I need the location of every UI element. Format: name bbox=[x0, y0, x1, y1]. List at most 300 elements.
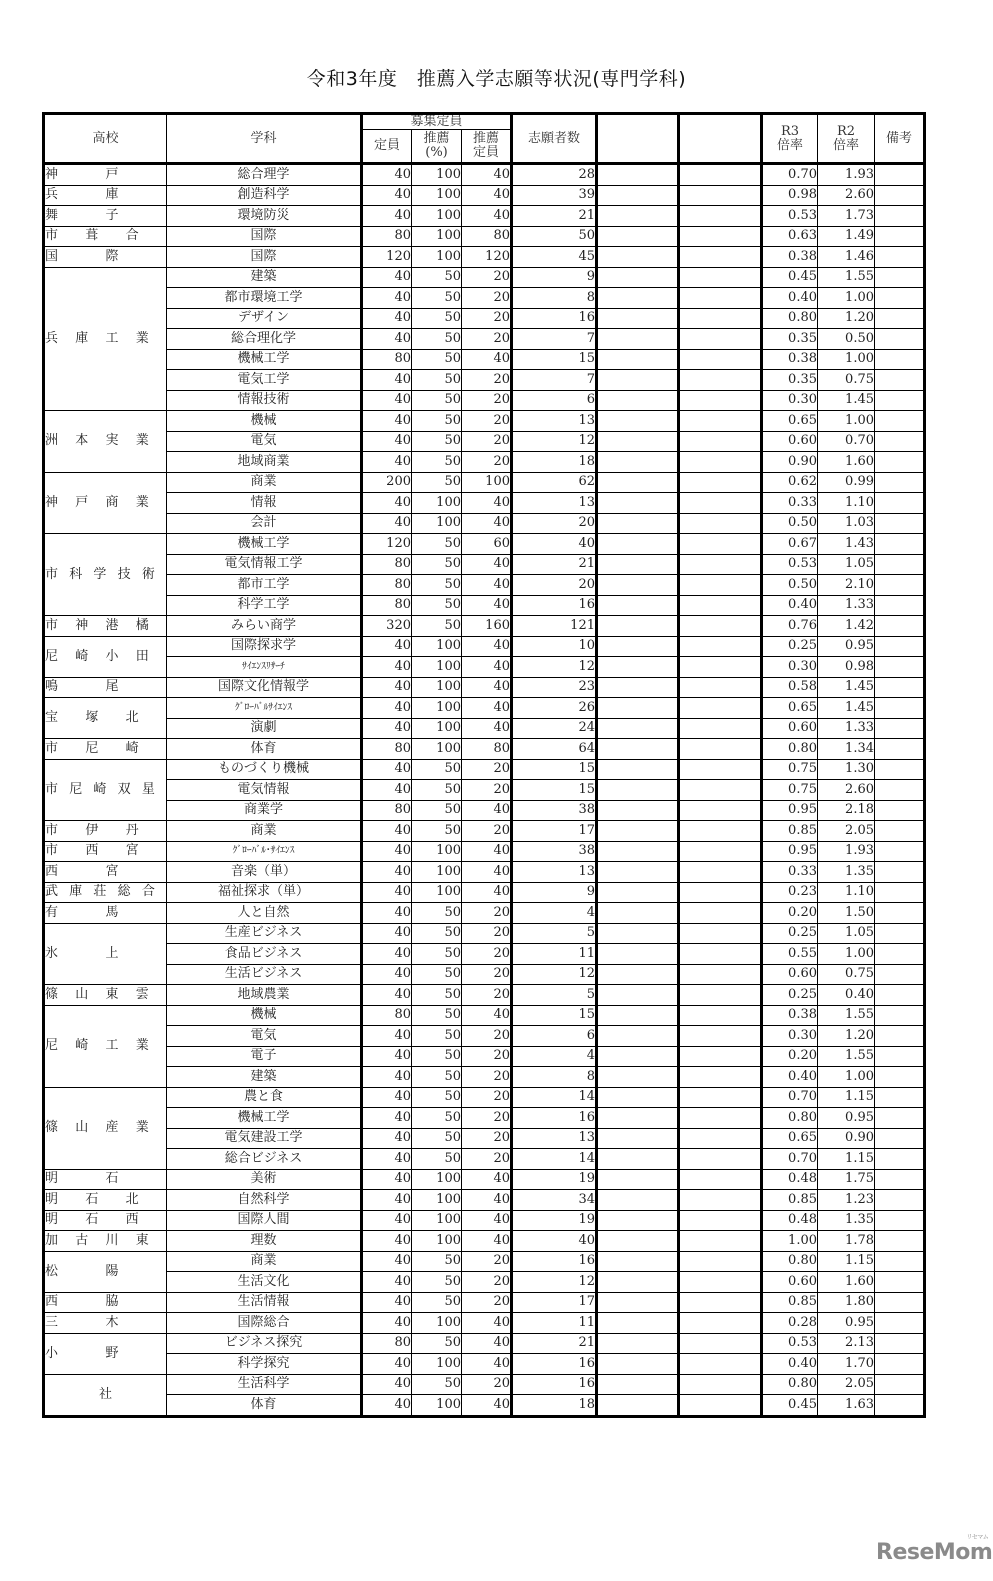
school-name-char: 国 bbox=[45, 248, 59, 264]
r2-ratio-cell: 1.00 bbox=[818, 411, 875, 432]
applicants-cell: 20 bbox=[512, 513, 597, 534]
department-cell: 人と自然 bbox=[167, 903, 362, 924]
recommend-capacity-cell: 40 bbox=[462, 657, 512, 678]
applicants-cell: 50 bbox=[512, 226, 597, 247]
school-name-char: 学 bbox=[93, 566, 107, 582]
table-row bbox=[44, 657, 925, 678]
notes-cell bbox=[875, 903, 925, 924]
header-recommend-cap-l2: 定員 bbox=[472, 145, 499, 160]
recommend-pct-cell: 100 bbox=[412, 636, 462, 657]
recommend-pct-cell: 50 bbox=[412, 1292, 462, 1313]
recommend-pct-cell: 50 bbox=[412, 534, 462, 555]
capacity-cell: 80 bbox=[362, 800, 412, 821]
school-name-char: 宮 bbox=[125, 843, 139, 859]
school-name-char: 神 bbox=[75, 617, 89, 633]
r3-ratio-cell: 1.00 bbox=[762, 1231, 818, 1252]
capacity-cell: 40 bbox=[362, 513, 412, 534]
notes-cell bbox=[875, 780, 925, 801]
school-name-char: 田 bbox=[135, 648, 149, 664]
r3-ratio-cell: 0.40 bbox=[762, 1354, 818, 1375]
recommend-capacity-cell: 20 bbox=[462, 1026, 512, 1047]
recommend-pct-cell: 100 bbox=[412, 841, 462, 862]
school-name-char: 市 bbox=[45, 843, 59, 859]
recommend-capacity-cell: 20 bbox=[462, 1067, 512, 1088]
department-cell: 電気情報工学 bbox=[167, 554, 362, 575]
applicants-cell: 16 bbox=[512, 1374, 597, 1395]
capacity-cell: 40 bbox=[362, 780, 412, 801]
notes-cell bbox=[875, 1395, 925, 1417]
capacity-cell: 40 bbox=[362, 164, 412, 186]
blank-cell-1 bbox=[597, 923, 679, 944]
blank-cell-2 bbox=[679, 185, 762, 206]
blank-cell-2 bbox=[679, 718, 762, 739]
r3-ratio-cell: 0.40 bbox=[762, 288, 818, 309]
blank-cell-2 bbox=[679, 698, 762, 719]
table-row bbox=[44, 1190, 925, 1211]
school-name-cell bbox=[44, 1190, 167, 1211]
recommend-pct-cell: 100 bbox=[412, 493, 462, 514]
school-name-char: 庫 bbox=[105, 187, 119, 203]
r3-ratio-cell: 0.30 bbox=[762, 657, 818, 678]
applicants-cell: 5 bbox=[512, 985, 597, 1006]
school-name-cell bbox=[44, 1292, 167, 1313]
table-row bbox=[44, 841, 925, 862]
blank-cell-2 bbox=[679, 431, 762, 452]
r3-ratio-cell: 0.40 bbox=[762, 1067, 818, 1088]
r3-ratio-cell: 0.53 bbox=[762, 554, 818, 575]
school-name-char: 明 bbox=[45, 1191, 59, 1207]
blank-cell-1 bbox=[597, 1026, 679, 1047]
header-recommend-pct-l1: 推薦 bbox=[423, 131, 450, 146]
notes-cell bbox=[875, 493, 925, 514]
school-name-char: 市 bbox=[45, 740, 59, 756]
department-cell: 電気 bbox=[167, 1026, 362, 1047]
applicants-cell: 14 bbox=[512, 1087, 597, 1108]
table-row bbox=[44, 739, 925, 760]
applicants-cell: 45 bbox=[512, 247, 597, 268]
recommend-capacity-cell: 40 bbox=[462, 575, 512, 596]
r3-ratio-cell: 0.20 bbox=[762, 903, 818, 924]
r3-ratio-cell: 0.25 bbox=[762, 923, 818, 944]
recommend-capacity-cell: 20 bbox=[462, 1272, 512, 1293]
capacity-cell: 40 bbox=[362, 1251, 412, 1272]
r2-ratio-cell: 1.55 bbox=[818, 267, 875, 288]
recommend-pct-cell: 50 bbox=[412, 944, 462, 965]
recommend-capacity-cell: 40 bbox=[462, 1169, 512, 1190]
department-cell: 生産ビジネス bbox=[167, 923, 362, 944]
recommend-pct-cell: 50 bbox=[412, 1108, 462, 1129]
blank-cell-2 bbox=[679, 1395, 762, 1417]
notes-cell bbox=[875, 698, 925, 719]
notes-cell bbox=[875, 308, 925, 329]
capacity-cell: 40 bbox=[362, 903, 412, 924]
header-recruitment-group: 募集定員 bbox=[362, 114, 512, 130]
r2-ratio-cell: 1.00 bbox=[818, 288, 875, 309]
recommend-pct-cell: 50 bbox=[412, 1251, 462, 1272]
school-name-char: 兵 bbox=[45, 187, 59, 203]
recommend-capacity-cell: 20 bbox=[462, 759, 512, 780]
applicants-cell: 18 bbox=[512, 452, 597, 473]
school-name-char: 明 bbox=[45, 1171, 59, 1187]
table-row bbox=[44, 1067, 925, 1088]
recommend-pct-cell: 100 bbox=[412, 206, 462, 227]
blank-cell-1 bbox=[597, 1067, 679, 1088]
applicants-cell: 14 bbox=[512, 1149, 597, 1170]
applicants-cell: 15 bbox=[512, 349, 597, 370]
r3-ratio-cell: 0.33 bbox=[762, 493, 818, 514]
table-row bbox=[44, 985, 925, 1006]
recommend-pct-cell: 50 bbox=[412, 308, 462, 329]
blank-cell-1 bbox=[597, 944, 679, 965]
recommend-capacity-cell: 20 bbox=[462, 1251, 512, 1272]
recommend-pct-cell: 100 bbox=[412, 882, 462, 903]
recommend-capacity-cell: 40 bbox=[462, 677, 512, 698]
blank-cell-1 bbox=[597, 964, 679, 985]
capacity-cell: 40 bbox=[362, 308, 412, 329]
r2-ratio-cell: 1.20 bbox=[818, 308, 875, 329]
recommend-pct-cell: 50 bbox=[412, 1046, 462, 1067]
capacity-cell: 200 bbox=[362, 472, 412, 493]
header-blank-1 bbox=[597, 114, 679, 164]
r2-ratio-cell: 1.45 bbox=[818, 390, 875, 411]
r3-ratio-cell: 0.55 bbox=[762, 944, 818, 965]
r2-ratio-cell: 1.93 bbox=[818, 164, 875, 186]
school-name-char: 塚 bbox=[85, 710, 99, 725]
r2-ratio-cell: 1.30 bbox=[818, 759, 875, 780]
department-cell: 生活文化 bbox=[167, 1272, 362, 1293]
applicants-cell: 17 bbox=[512, 1292, 597, 1313]
r3-ratio-cell: 0.60 bbox=[762, 718, 818, 739]
r2-ratio-cell: 1.15 bbox=[818, 1251, 875, 1272]
recommend-pct-cell: 50 bbox=[412, 1067, 462, 1088]
recommend-pct-cell: 100 bbox=[412, 1231, 462, 1252]
capacity-cell: 40 bbox=[362, 1067, 412, 1088]
notes-cell bbox=[875, 1128, 925, 1149]
applicants-cell: 6 bbox=[512, 1026, 597, 1047]
blank-cell-2 bbox=[679, 759, 762, 780]
header-recommend-pct-l2: (%) bbox=[425, 145, 448, 160]
notes-cell bbox=[875, 267, 925, 288]
capacity-cell: 40 bbox=[362, 985, 412, 1006]
table-row bbox=[44, 595, 925, 616]
department-cell: 建築 bbox=[167, 1067, 362, 1088]
header-capacity: 定員 bbox=[362, 130, 412, 164]
r2-ratio-cell: 1.43 bbox=[818, 534, 875, 555]
blank-cell-2 bbox=[679, 1005, 762, 1026]
recommend-capacity-cell: 40 bbox=[462, 1354, 512, 1375]
notes-cell bbox=[875, 595, 925, 616]
blank-cell-1 bbox=[597, 1251, 679, 1272]
applicants-cell: 28 bbox=[512, 164, 597, 186]
school-name-char: 西 bbox=[45, 1294, 59, 1310]
school-name-char: 星 bbox=[141, 781, 155, 797]
recommend-capacity-cell: 40 bbox=[462, 636, 512, 657]
applicants-cell: 13 bbox=[512, 493, 597, 514]
recommend-pct-cell: 50 bbox=[412, 1128, 462, 1149]
recommend-capacity-cell: 40 bbox=[462, 882, 512, 903]
blank-cell-1 bbox=[597, 164, 679, 186]
r2-ratio-cell: 1.35 bbox=[818, 1210, 875, 1231]
blank-cell-2 bbox=[679, 1210, 762, 1231]
blank-cell-2 bbox=[679, 1108, 762, 1129]
r3-ratio-cell: 0.95 bbox=[762, 800, 818, 821]
school-name-char: 双 bbox=[117, 781, 131, 797]
applicants-cell: 16 bbox=[512, 595, 597, 616]
blank-cell-2 bbox=[679, 923, 762, 944]
recommend-pct-cell: 50 bbox=[412, 472, 462, 493]
recommend-pct-cell: 100 bbox=[412, 1169, 462, 1190]
blank-cell-2 bbox=[679, 944, 762, 965]
recommend-pct-cell: 50 bbox=[412, 329, 462, 350]
table-row bbox=[44, 1231, 925, 1252]
blank-cell-2 bbox=[679, 452, 762, 473]
applicants-cell: 8 bbox=[512, 1067, 597, 1088]
school-name-cell bbox=[44, 1251, 167, 1292]
applicants-cell: 15 bbox=[512, 1005, 597, 1026]
blank-cell-2 bbox=[679, 1333, 762, 1354]
blank-cell-2 bbox=[679, 554, 762, 575]
capacity-cell: 320 bbox=[362, 616, 412, 637]
department-cell: 体育 bbox=[167, 739, 362, 760]
capacity-cell: 40 bbox=[362, 267, 412, 288]
blank-cell-1 bbox=[597, 1210, 679, 1231]
notes-cell bbox=[875, 1231, 925, 1252]
applicants-cell: 17 bbox=[512, 821, 597, 842]
notes-cell bbox=[875, 677, 925, 698]
applicants-cell: 19 bbox=[512, 1210, 597, 1231]
admission-table bbox=[42, 112, 926, 1418]
r2-ratio-cell: 1.05 bbox=[818, 554, 875, 575]
recommend-capacity-cell: 20 bbox=[462, 431, 512, 452]
capacity-cell: 40 bbox=[362, 1169, 412, 1190]
table-row bbox=[44, 1374, 925, 1395]
recommend-capacity-cell: 40 bbox=[462, 800, 512, 821]
recommend-pct-cell: 50 bbox=[412, 349, 462, 370]
r2-ratio-cell: 0.75 bbox=[818, 964, 875, 985]
r3-ratio-cell: 0.30 bbox=[762, 390, 818, 411]
r2-ratio-cell: 1.00 bbox=[818, 944, 875, 965]
capacity-cell: 40 bbox=[362, 862, 412, 883]
blank-cell-1 bbox=[597, 288, 679, 309]
recommend-capacity-cell: 40 bbox=[462, 1005, 512, 1026]
blank-cell-2 bbox=[679, 1190, 762, 1211]
applicants-cell: 15 bbox=[512, 780, 597, 801]
school-name-char: 明 bbox=[45, 1212, 59, 1228]
table-row bbox=[44, 616, 925, 637]
department-cell: 機械工学 bbox=[167, 534, 362, 555]
school-name-char: 市 bbox=[45, 566, 59, 582]
blank-cell-2 bbox=[679, 329, 762, 350]
department-cell: 電気建設工学 bbox=[167, 1128, 362, 1149]
r3-ratio-cell: 0.20 bbox=[762, 1046, 818, 1067]
notes-cell bbox=[875, 185, 925, 206]
applicants-cell: 38 bbox=[512, 841, 597, 862]
school-name-char: 舞 bbox=[45, 207, 59, 223]
blank-cell-2 bbox=[679, 595, 762, 616]
school-name-char: 業 bbox=[135, 1120, 149, 1135]
r3-ratio-cell: 0.58 bbox=[762, 677, 818, 698]
department-cell: 国際総合 bbox=[167, 1313, 362, 1334]
school-name-char: 脇 bbox=[105, 1294, 119, 1310]
school-name-cell bbox=[44, 267, 167, 411]
r2-ratio-cell: 2.60 bbox=[818, 185, 875, 206]
table-row bbox=[44, 636, 925, 657]
r3-ratio-cell: 0.53 bbox=[762, 1333, 818, 1354]
capacity-cell: 40 bbox=[362, 882, 412, 903]
r3-ratio-cell: 0.60 bbox=[762, 964, 818, 985]
school-name-char: 工 bbox=[105, 1038, 119, 1053]
capacity-cell: 40 bbox=[362, 493, 412, 514]
school-name-char: 北 bbox=[125, 710, 139, 725]
r2-ratio-cell: 1.45 bbox=[818, 677, 875, 698]
r3-ratio-cell: 0.76 bbox=[762, 616, 818, 637]
table-row bbox=[44, 390, 925, 411]
recommend-pct-cell: 50 bbox=[412, 985, 462, 1006]
blank-cell-2 bbox=[679, 821, 762, 842]
recommend-pct-cell: 100 bbox=[412, 1313, 462, 1334]
applicants-cell: 18 bbox=[512, 1395, 597, 1417]
blank-cell-1 bbox=[597, 882, 679, 903]
notes-cell bbox=[875, 616, 925, 637]
applicants-cell: 16 bbox=[512, 1251, 597, 1272]
r3-ratio-cell: 0.28 bbox=[762, 1313, 818, 1334]
blank-cell-1 bbox=[597, 759, 679, 780]
capacity-cell: 40 bbox=[362, 206, 412, 227]
school-name-char: 業 bbox=[135, 494, 149, 510]
applicants-cell: 4 bbox=[512, 1046, 597, 1067]
recommend-capacity-cell: 20 bbox=[462, 821, 512, 842]
blank-cell-2 bbox=[679, 964, 762, 985]
r2-ratio-cell: 1.15 bbox=[818, 1149, 875, 1170]
school-name-cell bbox=[44, 534, 167, 616]
r2-ratio-cell: 1.23 bbox=[818, 1190, 875, 1211]
r2-ratio-cell: 1.80 bbox=[818, 1292, 875, 1313]
school-name-char: 子 bbox=[105, 207, 119, 223]
blank-cell-1 bbox=[597, 349, 679, 370]
capacity-cell: 40 bbox=[362, 185, 412, 206]
notes-cell bbox=[875, 1313, 925, 1334]
blank-cell-1 bbox=[597, 657, 679, 678]
table-row bbox=[44, 677, 925, 698]
blank-cell-2 bbox=[679, 1354, 762, 1375]
recommend-capacity-cell: 20 bbox=[462, 944, 512, 965]
school-name-cell bbox=[44, 903, 167, 924]
blank-cell-1 bbox=[597, 431, 679, 452]
notes-cell bbox=[875, 1149, 925, 1170]
notes-cell bbox=[875, 513, 925, 534]
r3-ratio-cell: 0.80 bbox=[762, 1374, 818, 1395]
r2-ratio-cell: 1.34 bbox=[818, 739, 875, 760]
applicants-cell: 62 bbox=[512, 472, 597, 493]
blank-cell-2 bbox=[679, 1087, 762, 1108]
r2-ratio-cell: 1.05 bbox=[818, 923, 875, 944]
recommend-capacity-cell: 20 bbox=[462, 1046, 512, 1067]
recommend-pct-cell: 100 bbox=[412, 1190, 462, 1211]
table-row bbox=[44, 534, 925, 555]
table-row bbox=[44, 944, 925, 965]
school-name-cell bbox=[44, 1333, 167, 1374]
r2-ratio-cell: 1.10 bbox=[818, 493, 875, 514]
blank-cell-2 bbox=[679, 616, 762, 637]
department-cell: 国際 bbox=[167, 226, 362, 247]
r3-ratio-cell: 0.70 bbox=[762, 164, 818, 186]
school-name-char: 川 bbox=[105, 1232, 119, 1248]
notes-cell bbox=[875, 739, 925, 760]
notes-cell bbox=[875, 1026, 925, 1047]
r3-ratio-cell: 0.40 bbox=[762, 595, 818, 616]
r3-ratio-cell: 0.65 bbox=[762, 411, 818, 432]
department-cell: 自然科学 bbox=[167, 1190, 362, 1211]
blank-cell-1 bbox=[597, 1374, 679, 1395]
recommend-pct-cell: 50 bbox=[412, 800, 462, 821]
table-row bbox=[44, 247, 925, 268]
recommend-capacity-cell: 100 bbox=[462, 472, 512, 493]
logo-text: ReseMom bbox=[876, 1540, 993, 1565]
table-row bbox=[44, 862, 925, 883]
school-name-char: 業 bbox=[135, 1038, 149, 1053]
recommend-pct-cell: 50 bbox=[412, 759, 462, 780]
applicants-cell: 21 bbox=[512, 1333, 597, 1354]
blank-cell-1 bbox=[597, 472, 679, 493]
blank-cell-2 bbox=[679, 862, 762, 883]
blank-cell-1 bbox=[597, 185, 679, 206]
blank-cell-1 bbox=[597, 985, 679, 1006]
r2-ratio-cell: 2.05 bbox=[818, 821, 875, 842]
recommend-capacity-cell: 20 bbox=[462, 1087, 512, 1108]
recommend-pct-cell: 50 bbox=[412, 1272, 462, 1293]
recommend-capacity-cell: 20 bbox=[462, 267, 512, 288]
applicants-cell: 12 bbox=[512, 964, 597, 985]
blank-cell-2 bbox=[679, 1169, 762, 1190]
school-name-char: 崎 bbox=[75, 1038, 89, 1053]
r3-ratio-cell: 0.67 bbox=[762, 534, 818, 555]
applicants-cell: 23 bbox=[512, 677, 597, 698]
header-r2-sub: 倍率 bbox=[832, 137, 859, 153]
header-r3-label: R3 bbox=[780, 123, 800, 139]
capacity-cell: 40 bbox=[362, 1190, 412, 1211]
table-row bbox=[44, 1333, 925, 1354]
school-name-char: 東 bbox=[135, 1232, 149, 1248]
blank-cell-2 bbox=[679, 267, 762, 288]
recommend-pct-cell: 50 bbox=[412, 554, 462, 575]
blank-cell-1 bbox=[597, 1231, 679, 1252]
recommend-pct-cell: 50 bbox=[412, 1026, 462, 1047]
blank-cell-1 bbox=[597, 780, 679, 801]
blank-cell-1 bbox=[597, 1149, 679, 1170]
department-cell: 国際 bbox=[167, 247, 362, 268]
school-name-char: 小 bbox=[45, 1345, 59, 1361]
blank-cell-1 bbox=[597, 575, 679, 596]
recommend-capacity-cell: 40 bbox=[462, 841, 512, 862]
table-row bbox=[44, 329, 925, 350]
r2-ratio-cell: 1.75 bbox=[818, 1169, 875, 1190]
r3-ratio-cell: 0.80 bbox=[762, 739, 818, 760]
department-cell: 商業学 bbox=[167, 800, 362, 821]
notes-cell bbox=[875, 370, 925, 391]
table-row bbox=[44, 780, 925, 801]
notes-cell bbox=[875, 1169, 925, 1190]
recommend-pct-cell: 100 bbox=[412, 718, 462, 739]
school-name-char: 業 bbox=[135, 433, 149, 449]
r2-ratio-cell: 1.55 bbox=[818, 1005, 875, 1026]
applicants-cell: 38 bbox=[512, 800, 597, 821]
school-name-char: 市 bbox=[45, 228, 59, 244]
r2-ratio-cell: 2.05 bbox=[818, 1374, 875, 1395]
school-name-char: 業 bbox=[135, 330, 149, 346]
school-name-char: 庫 bbox=[69, 884, 83, 900]
capacity-cell: 40 bbox=[362, 636, 412, 657]
recommend-pct-cell: 100 bbox=[412, 1210, 462, 1231]
